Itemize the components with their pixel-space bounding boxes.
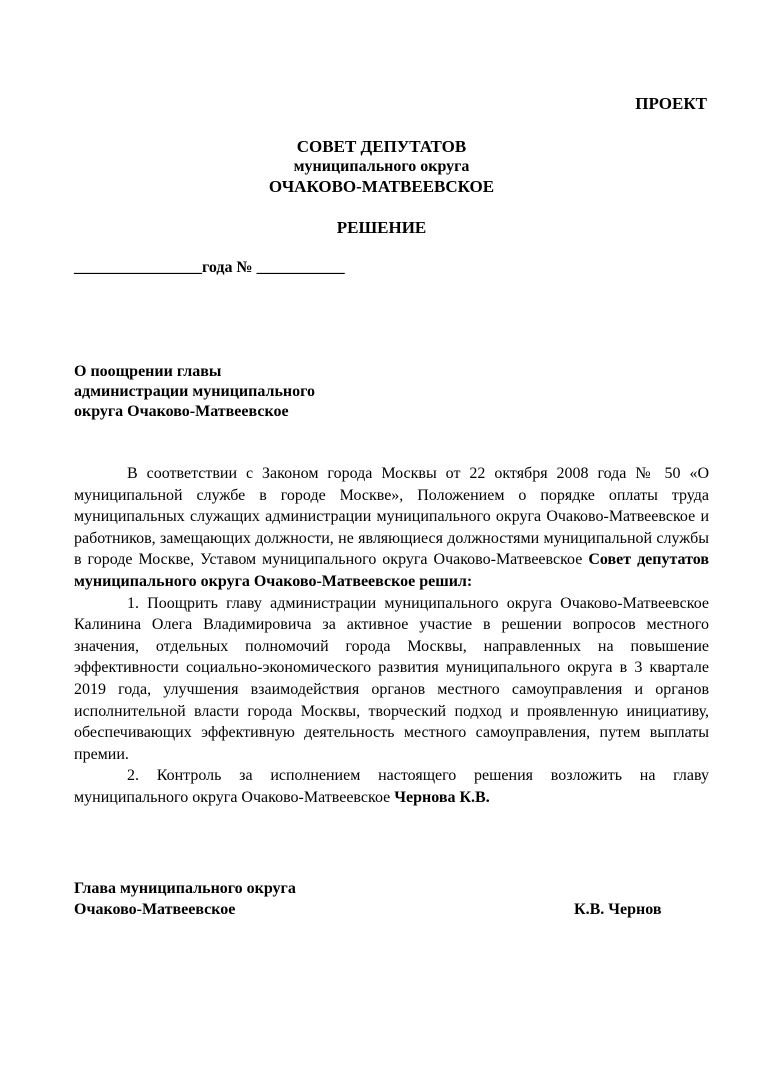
header-line-council: СОВЕТ ДЕПУТАТОВ bbox=[296, 137, 467, 156]
signatory-title-line-2: Очаково-Матвеевское bbox=[74, 901, 236, 918]
preamble-text: В соответствии с Законом города Москвы от 22 октября 2008 года № 50 «О муниципальной службе в городе Москве», Положением о порядке оплаты труда муниципальных служащих администрации муниципального округа Очаково-Матвеевское и работников, замещающих должности, не являющиеся должностями муниципальной службы в городе Москве, Уставом муниципального округа Очаково-Матвеевское bbox=[74, 465, 709, 569]
draft-stamp: ПРОЕКТ bbox=[635, 94, 707, 113]
header-line-district: муниципального округа bbox=[293, 158, 470, 175]
item-1-paragraph: 1. Поощрить главу администрации муниципального округа Очаково-Матвеевское Калинина Олега Владимировича за активное участие в решении вопросов местного значения, отдельных полномочий города Москвы, направленных на повышение эффективности социально-экономического развития муниципального округа в 3 квартале 2019 года, улучшения взаимодействия органов местного самоуправления и органов исполнительной власти города Москвы, творческий подход и проявленную инициативу, обеспечивающих эффективную деятельность местного самоуправления, путем выплаты премии. bbox=[74, 594, 709, 763]
document-type: РЕШЕНИЕ bbox=[336, 218, 427, 237]
council-header bbox=[0, 137, 763, 197]
subject-line-2: администрации муниципального bbox=[74, 383, 316, 400]
signatory-title-line-1: Глава муниципального округа bbox=[74, 880, 296, 897]
item-2-paragraph bbox=[74, 765, 709, 808]
decision-subject bbox=[74, 362, 315, 422]
preamble-resolution: Совет депутатов муниципального округа Очаково-Матвеевское решил: bbox=[74, 551, 710, 590]
item-2-text: 2. Контроль за исполнением настоящего решения возложить на главу муниципального округа Очаково-Матвеевское bbox=[74, 767, 709, 806]
header-line-name: ОЧАКОВО-МАТВЕЕВСКОЕ bbox=[268, 177, 495, 196]
decision-body bbox=[74, 463, 709, 809]
preamble-paragraph bbox=[74, 463, 709, 593]
date-number-line: ________________года № ___________ bbox=[74, 259, 345, 276]
item-2-responsible: Чернова К.В. bbox=[394, 788, 490, 806]
subject-line-3: округа Очаково-Матвеевское bbox=[74, 403, 289, 420]
subject-line-1: О поощрении главы bbox=[74, 363, 222, 380]
signatory-name: К.В. Чернов bbox=[574, 901, 662, 918]
signature-block bbox=[74, 878, 674, 920]
